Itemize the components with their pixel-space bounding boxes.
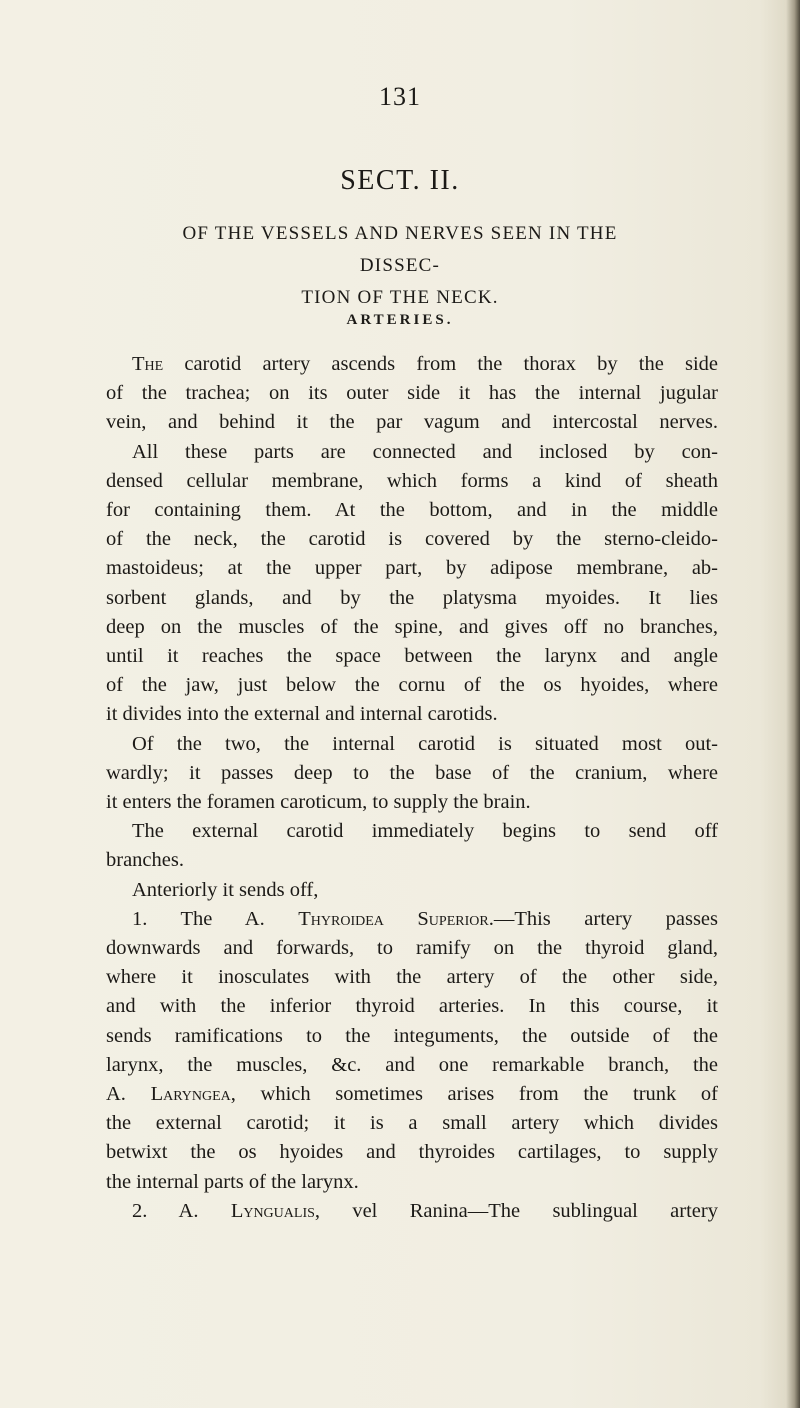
section-heading: SECT. II. (340, 165, 460, 196)
text-run: 1. The A. (132, 907, 299, 930)
text-line: branches. (106, 849, 184, 872)
small-caps-term: Lyngualis (230, 1199, 315, 1222)
section-subtitle (150, 218, 650, 314)
text-line: densed cellular membrane, which forms a kind of sheath (106, 469, 718, 492)
text-run: A. (106, 1083, 151, 1106)
text-line: All these parts are connected and inclosed by con- (132, 440, 718, 463)
text-run: 2. A. (132, 1199, 231, 1222)
page-number: 131 (379, 82, 421, 111)
text-line: the internal parts of the larynx. (106, 1170, 359, 1193)
text-line: Of the two, the internal carotid is situated most out- (132, 732, 718, 755)
text-run: , vel Ranina—The sublingual artery (314, 1199, 718, 1222)
text-line: it enters the foramen caroticum, to supply the brain. (106, 791, 531, 814)
text-line: vein, and behind it the par vagum and intercostal nerves. (106, 411, 718, 434)
text-line: The external carotid immediately begins to send off (132, 820, 718, 843)
subtitle-line: TION OF THE NECK. (301, 287, 499, 308)
text-line: and with the inferior thyroid arteries. In this course, it (106, 995, 718, 1018)
text-line: until it reaches the space between the larynx and angle (106, 645, 718, 668)
text-line: wardly; it passes deep to the base of the cranium, where (106, 761, 718, 784)
text-line (106, 905, 718, 934)
text-run: .—This artery passes (488, 907, 718, 930)
page-edge-shadow (786, 0, 800, 1408)
small-caps-term: Thyroidea Superior (298, 907, 489, 930)
text-line: betwixt the os hyoides and thyroides cartilages, to supply (106, 1141, 718, 1164)
text-line: where it inosculates with the artery of the other side, (106, 966, 718, 989)
text-line: Anteriorly it sends off, (132, 878, 319, 901)
text-line: deep on the muscles of the spine, and gives off no branches, (106, 615, 718, 638)
text-line: of the trachea; on its outer side it has the internal jugular (106, 382, 718, 405)
small-caps-term: The (132, 353, 164, 375)
subtitle-line: OF THE VESSELS AND NERVES SEEN IN THE DISSEC- (182, 223, 618, 276)
text-line (106, 1080, 718, 1109)
text-line: sorbent glands, and by the platysma myoides. It lies (106, 586, 718, 609)
subsection-label: ARTERIES. (346, 312, 454, 328)
text-line: of the jaw, just below the cornu of the os hyoides, where (106, 674, 718, 697)
text-run: , which sometimes arises from the trunk of (230, 1083, 718, 1106)
text-line: the external carotid; it is a small artery which divides (106, 1112, 718, 1135)
text-line: for containing them. At the bottom, and in the middle (106, 499, 718, 522)
text-run: carotid artery ascends from the thorax by the side (163, 353, 718, 375)
text-line: of the neck, the carotid is covered by the sterno-cleido- (106, 528, 718, 551)
text-line (106, 350, 718, 379)
body-text (106, 350, 718, 1226)
text-line: it divides into the external and internal carotids. (106, 703, 498, 726)
text-line (106, 1197, 718, 1226)
text-line: downwards and forwards, to ramify on the thyroid gland, (106, 937, 718, 960)
text-line: mastoideus; at the upper part, by adipose membrane, ab- (106, 557, 718, 580)
text-line: sends ramifications to the integuments, the outside of the (106, 1024, 718, 1047)
text-line: larynx, the muscles, &c. and one remarkable branch, the (106, 1053, 718, 1076)
small-caps-term: Laryngea (150, 1083, 231, 1106)
